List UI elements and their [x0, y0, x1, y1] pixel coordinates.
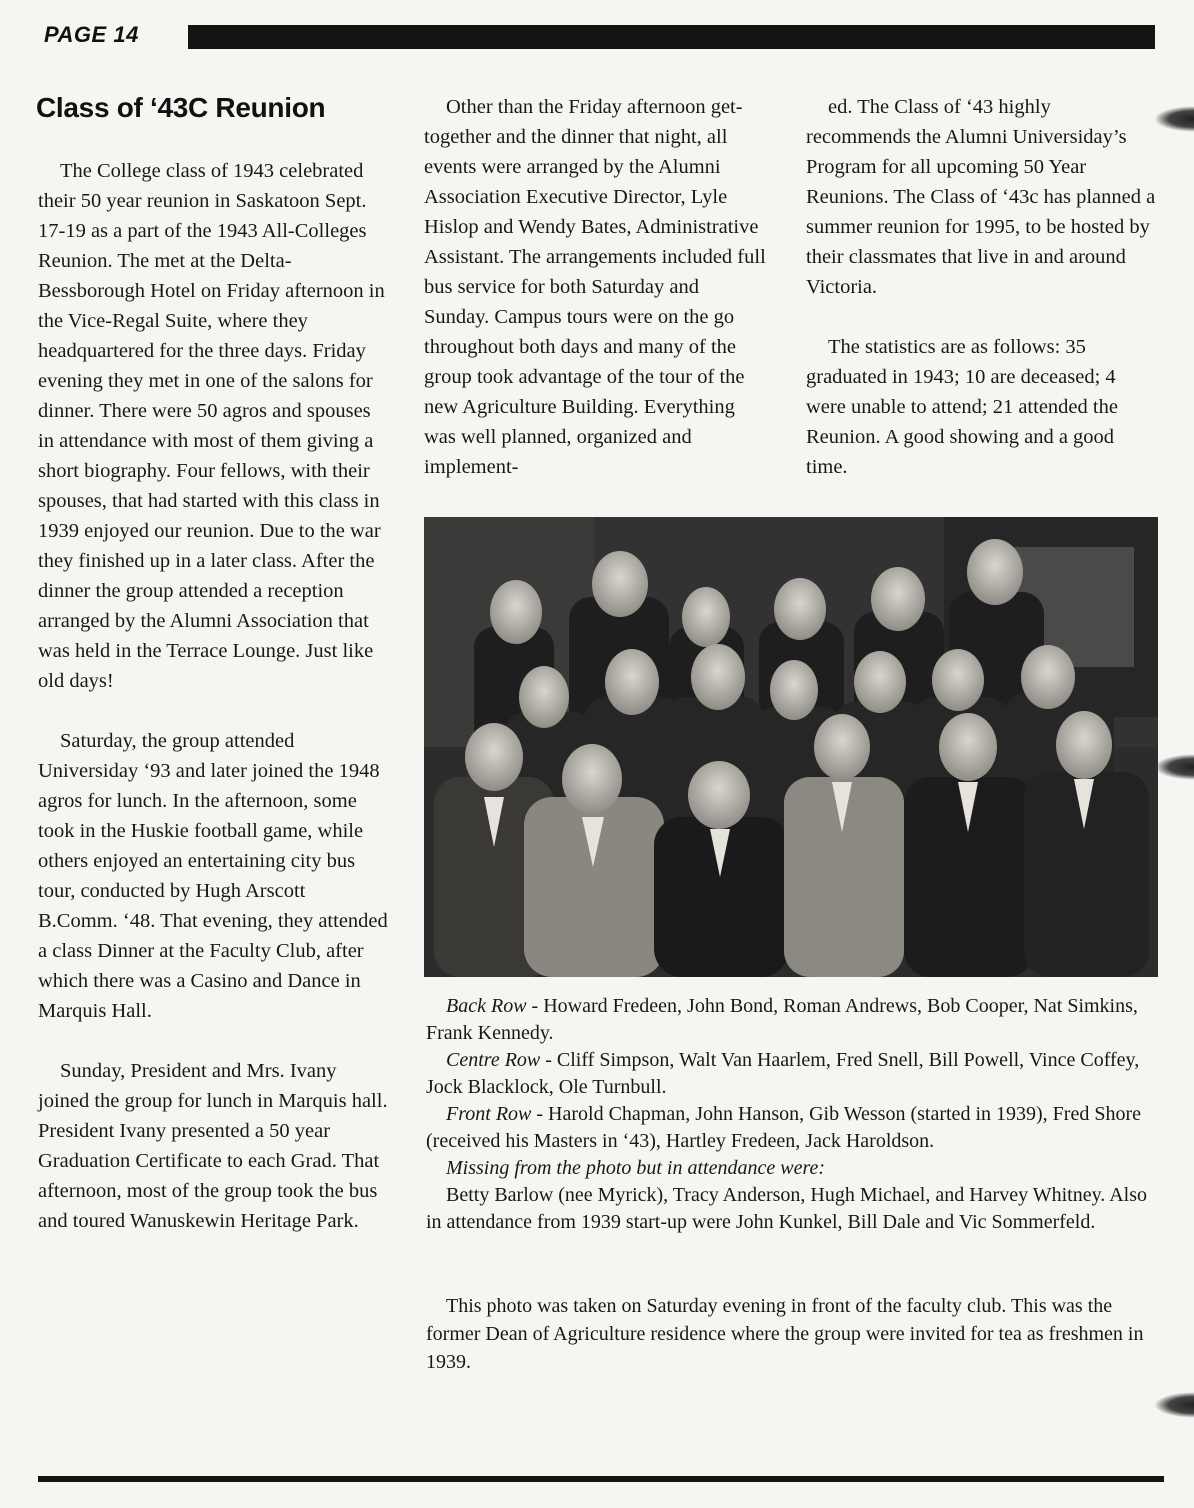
page-number-label: PAGE 14: [44, 22, 139, 47]
caption-label: Centre Row: [446, 1049, 541, 1071]
paragraph: ed. The Class of ‘43 highly recommends the Alumni Universiday’s Program for all upcoming 50 Year Reunions. The Class of ‘43c has planned a summer reunion for 1995, to be hosted by their classmates that live in and around Victoria.: [806, 96, 1156, 298]
article-column-1: [38, 156, 388, 1236]
article-column-3: [806, 92, 1158, 482]
caption-label: Back Row: [446, 995, 527, 1017]
paragraph: The College class of 1943 celebrated their 50 year reunion in Saskatoon Sept. 17-19 as a part of the 1943 All-Colleges Reunion. The met at the Delta-Bessborough Hotel on Friday afternoon in the Vice-Regal Suite, where they headquartered for the three days. Friday evening they met in one of the salons for dinner. There were 50 agros and spouses in attendance with most of them giving a short biography. Four fellows, with their spouses, that had started with this class in 1939 enjoyed our reunion. Due to the war they finished up in a later class. After the dinner the group attended a reception arranged by the Alumni Association that was held in the Terrace Lounge. Just like old days!: [38, 160, 385, 692]
caption-front-row: [426, 1101, 1156, 1155]
paragraph: Other than the Friday afternoon get-together and the dinner that night, all events were arranged by the Alumni Association Executive Director, Lyle Hislop and Wendy Bates, Administrative Assistant. The arrangements included full bus service for both Saturday and Sunday. Campus tours were on the go throughout both days and many of the group took advantage of the tour of the new Agriculture Building. Everything was well planned, organized and implement-: [424, 96, 766, 478]
binder-hole: [1154, 1392, 1194, 1418]
binder-hole: [1154, 754, 1194, 780]
header-bar: [188, 25, 1155, 49]
paragraph: Sunday, President and Mrs. Ivany joined the group for lunch in Marquis hall. President Ivany presented a 50 year Graduation Certificate to each Grad. That afternoon, most of the group took the bus and toured Wanuskewin Heritage Park.: [38, 1060, 388, 1232]
article-column-2: [424, 92, 769, 482]
photo-caption: [426, 993, 1156, 1236]
binder-hole: [1154, 106, 1194, 132]
caption-names: - Howard Fredeen, John Bond, Roman Andrews, Bob Cooper, Nat Simkins, Frank Kennedy.: [426, 995, 1138, 1044]
article-headline: Class of ‘43C Reunion: [36, 92, 326, 123]
caption-names: - Cliff Simpson, Walt Van Haarlem, Fred Snell, Bill Powell, Vince Coffey, Jock Blacklock, Ole Turnbull.: [426, 1049, 1140, 1098]
group-photo-illustration: [424, 517, 1158, 977]
caption-names: - Harold Chapman, John Hanson, Gib Wesson (started in 1939), Fred Shore (received his Masters in ‘43), Hartley Fredeen, Jack Haroldson.: [426, 1103, 1141, 1152]
caption-missing-names: Betty Barlow (nee Myrick), Tracy Anderson, Hugh Michael, and Harvey Whitney. Also in attendance from 1939 start-up were John Kunkel, Bill Dale and Vic Sommerfeld.: [426, 1184, 1147, 1233]
caption-missing-heading: [426, 1155, 1156, 1182]
caption-label: Front Row: [446, 1103, 532, 1125]
caption-back-row: [426, 993, 1156, 1047]
caption-centre-row: [426, 1047, 1156, 1101]
caption-label: Missing from the photo but in attendance were:: [446, 1157, 826, 1179]
photo-note: This photo was taken on Saturday evening in front of the faculty club. This was the former Dean of Agriculture residence where the group were invited for tea as freshmen in 1939.: [426, 1295, 1144, 1373]
footer-rule: [38, 1476, 1164, 1482]
group-photo: [424, 517, 1158, 977]
paragraph: The statistics are as follows: 35 graduated in 1943; 10 are deceased; 4 were unable to attend; 21 attended the Reunion. A good showing and a good time.: [806, 336, 1118, 478]
paragraph: Saturday, the group attended Universiday ‘93 and later joined the 1948 agros for lunch. In the afternoon, some took in the Huskie football game, while others enjoyed an entertaining city bus tour, conducted by Hugh Arscott B.Comm. ‘48. That evening, they attended a class Dinner at the Faculty Club, after which there was a Casino and Dance in Marquis Hall.: [38, 730, 388, 1022]
